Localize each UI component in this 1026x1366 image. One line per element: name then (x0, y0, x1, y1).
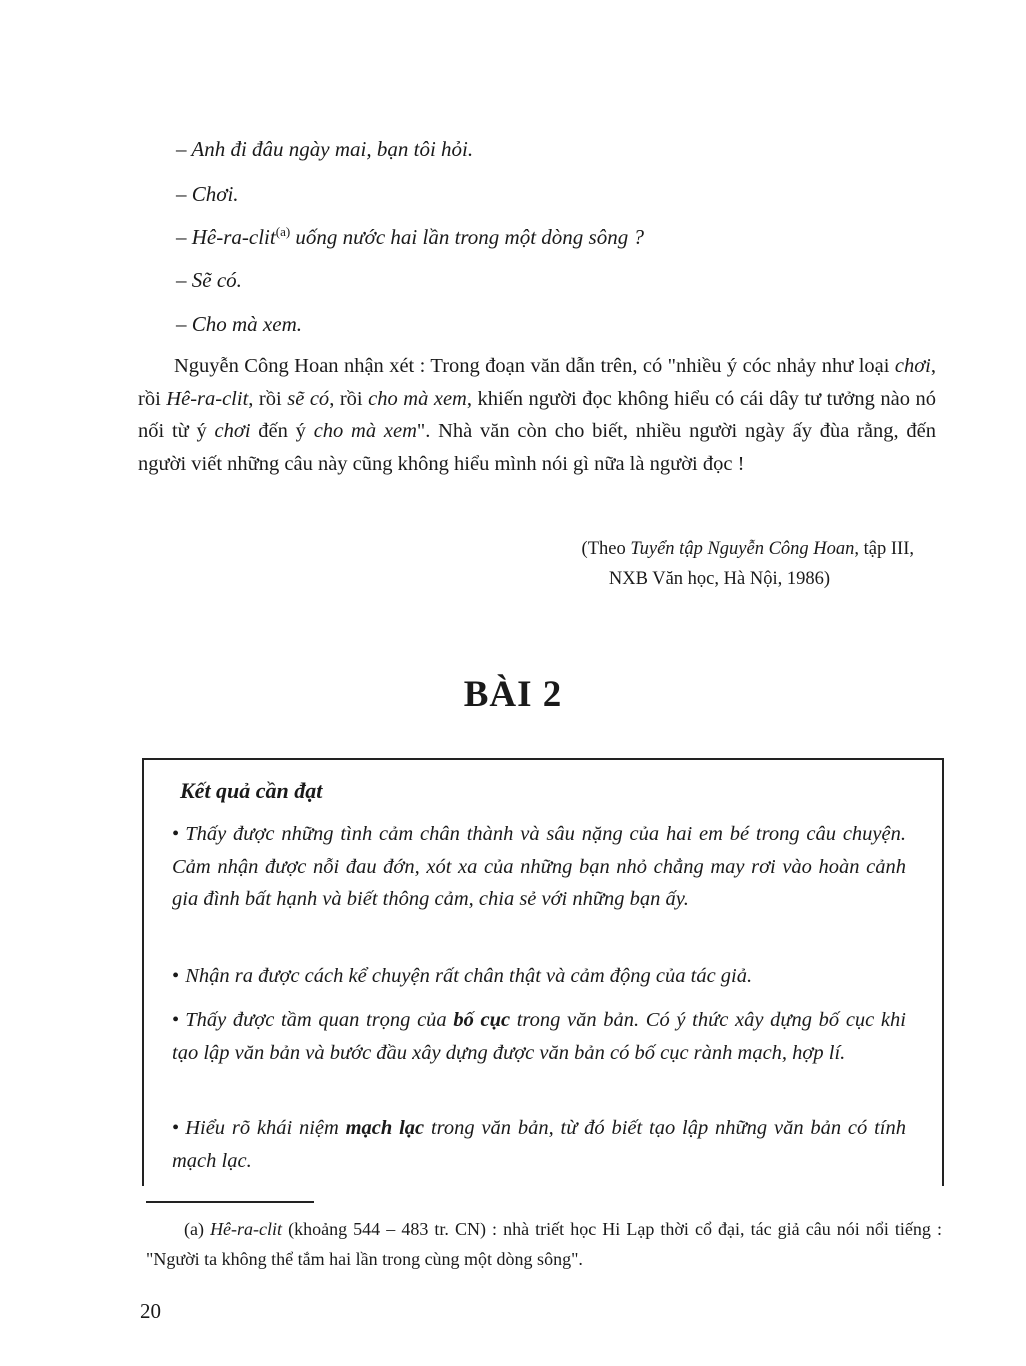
source-line-2: NXB Văn học, Hà Nội, 1986) (608, 569, 830, 589)
emphasis: chơi (214, 420, 251, 442)
footnote-text: (khoảng 544 – 483 tr. CN) : nhà triết học Hi Lạp thời cổ đại, tác giả câu nói nổi tiếng : "Người ta không thể tắm hai lần trong cùng một dòng sông". (146, 1219, 942, 1269)
book-title: Tuyển tập Nguyễn Công Hoan (630, 539, 855, 559)
bullet-icon: • (172, 823, 180, 845)
emphasis: chơi (894, 355, 931, 377)
goal-item (172, 1112, 906, 1177)
key-term: mạch lạc (345, 1117, 425, 1139)
goal-text: Thấy được những tình cảm chân thành và sâu nặng của hai em bé trong câu chuyện. Cảm nhận được nỗi đau đớn, xót xa của những bạn nhỏ chẳng may rơi vào hoàn cảnh gia đình bất hạnh và biết thông cảm, chia sẻ với những bạn ấy. (172, 823, 906, 910)
goal-text: trong văn bản. Có ý thức xây dựng bố cục khi tạo lập văn bản và bước đầu xây dựng được văn bản có bố cục rành mạch, hợp lí. (172, 1009, 906, 1064)
dialogue-line (176, 224, 644, 250)
dialogue-line (176, 136, 473, 162)
footnote-divider (146, 1201, 314, 1203)
dialogue-text: Chơi. (191, 182, 239, 206)
dialogue-line (176, 267, 242, 293)
goal-text: trong văn bản, từ đó biết tạo lập những văn bản có tính mạch lạc. (172, 1117, 906, 1172)
dash: – (176, 182, 192, 206)
dialogue-text: Sẽ có. (191, 268, 242, 292)
footnote-term: Hê-ra-clit (210, 1219, 283, 1239)
emphasis: Hê-ra-clit (166, 387, 249, 410)
dash: – (176, 312, 192, 336)
text: Nguyễn Công Hoan nhận xét : Trong đoạn văn dẫn trên, có "nhiều ý cóc nhảy như loại (174, 355, 895, 377)
key-term: bố cục (453, 1009, 511, 1031)
footnote (146, 1214, 942, 1274)
text: ". Nhà văn còn cho biết, nhiều người ngày ấy đùa rằng, đến người viết những câu này cũng không hiểu mình nói gì nữa là người đọc ! (138, 420, 936, 475)
text: , tập III, (854, 539, 914, 559)
emphasis: sẽ có (287, 387, 330, 410)
text: , rồi (329, 387, 369, 410)
footnote-marker: (a) (275, 224, 291, 239)
goal-item (172, 960, 906, 993)
source-line-1 (582, 534, 914, 564)
dash: – (176, 137, 192, 161)
text: , rồi (138, 355, 936, 410)
goal-text: Thấy được tầm quan trọng của (185, 1009, 454, 1031)
text: (Theo (581, 539, 631, 559)
learning-goals-box (142, 758, 944, 1186)
goal-text: Hiểu rõ khái niệm (185, 1117, 346, 1139)
dash: – (176, 268, 192, 292)
bullet-icon: • (172, 1117, 180, 1139)
emphasis: cho mà xem (313, 420, 417, 442)
goal-text: Nhận ra được cách kể chuyện rất chân thật và cảm động của tác giả. (185, 965, 753, 987)
dialogue-line (176, 181, 239, 207)
text: , khiến người đọc không hiểu có cái dây tư tưởng nào nó nối từ ý (138, 387, 936, 442)
dialogue-text: Cho mà xem. (191, 312, 302, 336)
footnote-mark: (a) (184, 1219, 211, 1239)
bullet-icon: • (172, 1009, 180, 1031)
box-heading: Kết quả cần đạt (180, 778, 323, 803)
commentary-paragraph (138, 334, 936, 480)
source-citation (582, 534, 914, 594)
dialogue-text: Hê-ra-clit (191, 225, 276, 249)
emphasis: cho mà xem (368, 387, 467, 410)
text: đến ý (250, 420, 314, 442)
dialogue-text: uống nước hai lần trong một dòng sông ? (290, 225, 644, 249)
lesson-title: BÀI 2 (463, 674, 563, 715)
goal-item (172, 1004, 906, 1069)
goal-item (172, 818, 906, 916)
dialogue-text: Anh đi đâu ngày mai, bạn tôi hỏi. (191, 137, 474, 161)
page-number: 20 (140, 1299, 161, 1323)
bullet-icon: • (172, 965, 180, 987)
text: , rồi (248, 387, 288, 410)
dash: – (176, 225, 192, 249)
